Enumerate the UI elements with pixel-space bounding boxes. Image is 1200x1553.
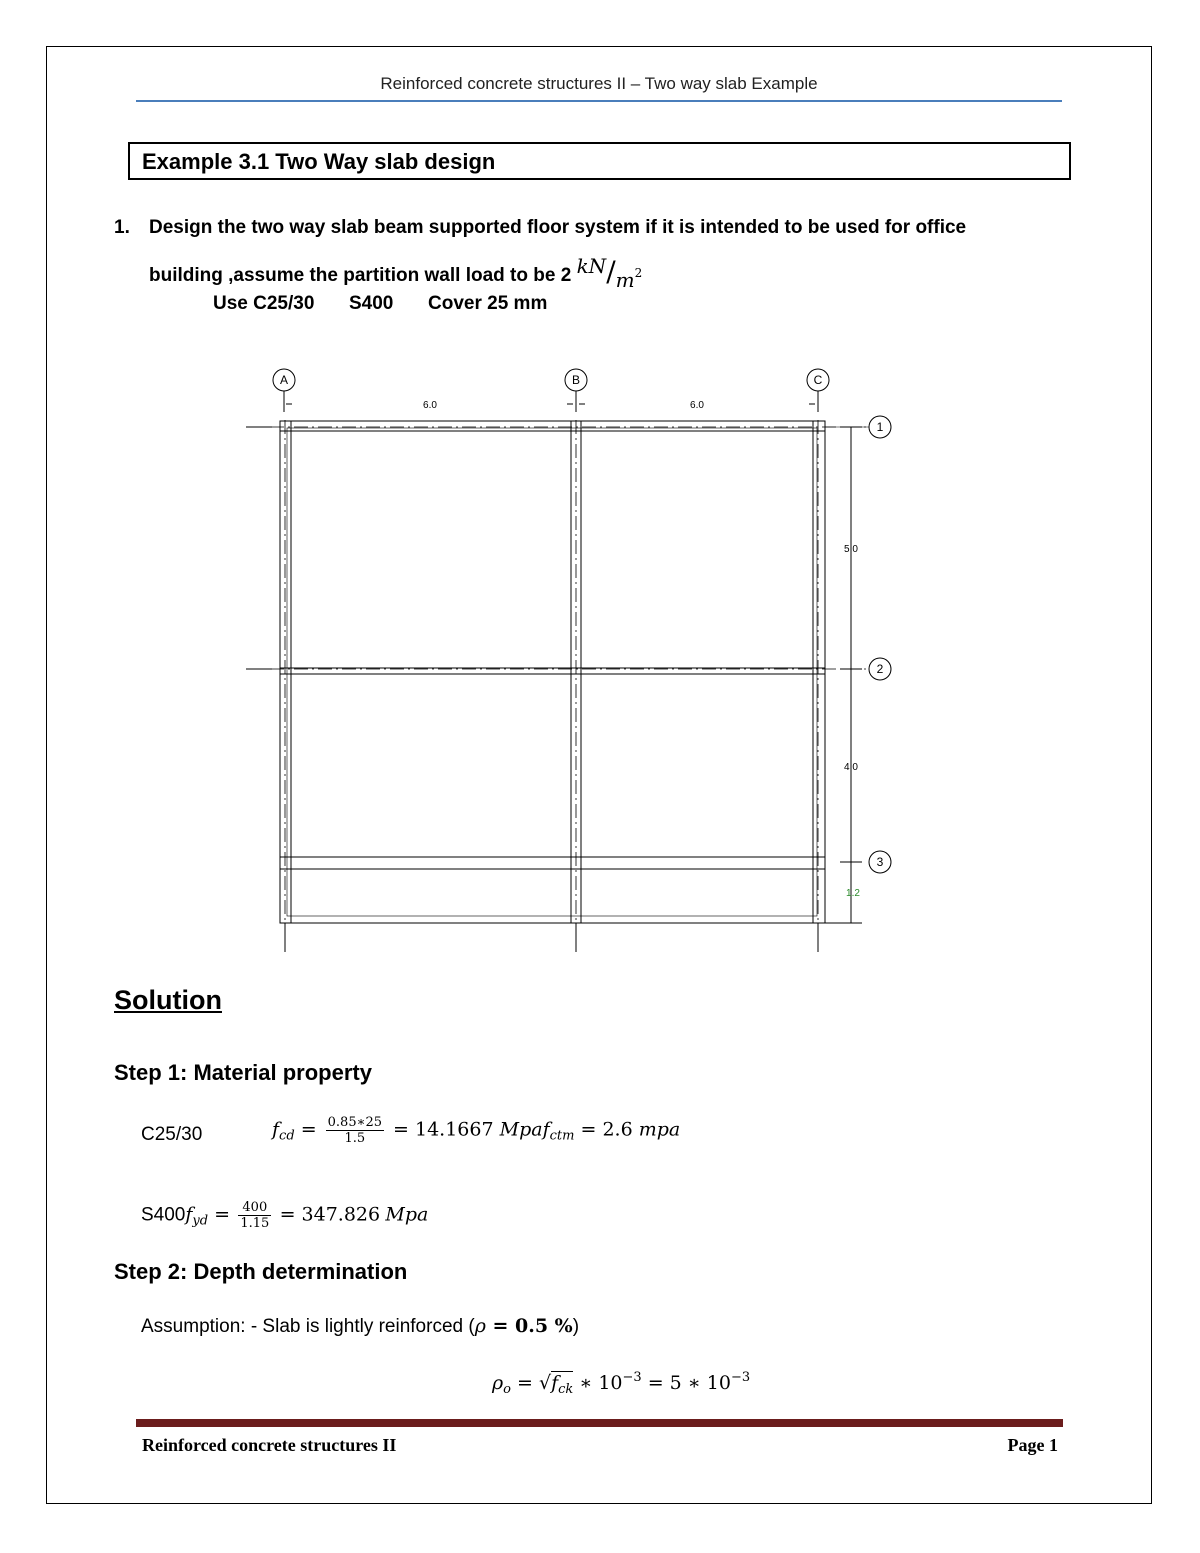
footer-bar [136, 1419, 1063, 1427]
problem-line-1: Design the two way slab beam supported floor system if it is intended to be used for office [149, 217, 967, 238]
rho-formula: $\rho_o = √f_{ck}$ ∗ $10^{-3} = 5$ ∗ $10^{-3}$ [492, 1370, 751, 1397]
assumption-text: Assumption: - Slab is lightly reinforced (ρ = 0.5 %) [141, 1315, 580, 1337]
grid-label-3: 3 [876, 855, 884, 869]
span-x-2: 6.0 [690, 400, 704, 411]
grid-label-2: 2 [876, 662, 884, 676]
unit-kn: kN [576, 254, 607, 278]
material-cover: Cover 25 mm [428, 293, 548, 314]
concrete-grade: C25/30 [141, 1124, 203, 1145]
fcd-formula: $f_{cd}$ = $\frac{0.85∗25}{1.5}$ = 14.1667 Mpaf$_{ctm}$ = 2.6 mpa [272, 1115, 681, 1146]
solution-heading: Solution [114, 985, 222, 1015]
page-number: Page 1 [1007, 1435, 1058, 1455]
footer-title: Reinforced concrete structures II [142, 1435, 397, 1455]
unit-m: m [615, 268, 635, 292]
span-y-2: 4.0 [844, 762, 858, 773]
grid-label-a: A [279, 373, 289, 387]
grid-label-c: C [813, 373, 823, 387]
material-steel: S400 [349, 293, 394, 314]
step1-heading: Step 1: Material property [114, 1060, 372, 1085]
span-x-1: 6.0 [423, 400, 437, 411]
page-header: Reinforced concrete structures II – Two way slab Example [380, 74, 818, 93]
problem-number: 1. [114, 217, 130, 238]
span-y-1: 5.0 [844, 544, 858, 555]
example-title: Example 3.1 Two Way slab design [128, 142, 1071, 180]
grid-label-b: B [571, 373, 581, 387]
step2-heading: Step 2: Depth determination [114, 1259, 408, 1284]
material-concrete: Use C25/30 [213, 293, 315, 314]
steel-formula: $S400f_{yd}$ = $\frac{400}{1.15}$ = 347.826 Mpa [141, 1200, 429, 1231]
unit-exp: 2 [634, 266, 643, 280]
grid-label-1: 1 [876, 420, 884, 434]
problem-line-2: building ,assume the partition wall load to be 2 $kN/m^2$ [149, 254, 643, 292]
span-y-3: 1.2 [846, 888, 860, 899]
